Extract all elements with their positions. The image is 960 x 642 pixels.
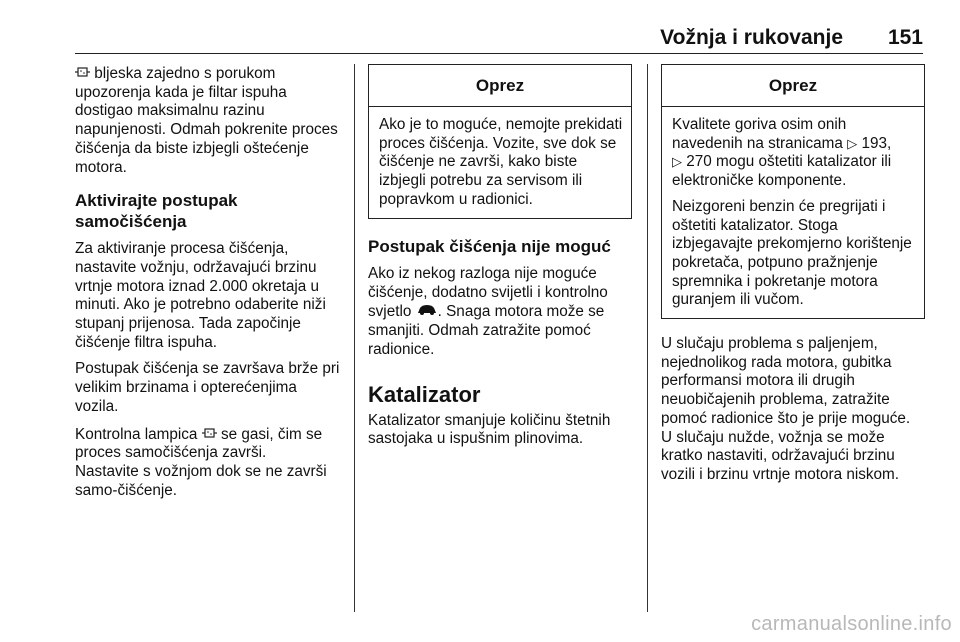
engine-warning-icon — [416, 302, 438, 321]
caution-text: Neizgoreni benzin će pregrijati i oštetiti katalizator. Stoga izbjegavajte prekomjerno korištenje pokretača, potpuno pražnjenje spremnika i pokretanje motora guranjem ili vučom. — [672, 197, 912, 309]
chapter-title: Vožnja i rukovanje — [660, 26, 843, 49]
paragraph: Za aktiviranje procesa čišćenja, nastavite vožnju, održavajući brzinu vrtnje motora iznad 2.000 okretaja u minuti. Ako je potrebno odaberite niži stupanj prijenosa. Tada započinje čišćenje filtra ispuha. — [75, 240, 326, 351]
column-divider-2 — [647, 64, 648, 612]
paragraph: Nastavite s vožnjom dok se ne završi samo-čišćenje. — [75, 462, 327, 499]
paragraph: U slučaju problema s paljenjem, nejednolikog rada motora, gubitka performansi motora ili drugih neuobičajenih problema, zatražite pomoć radionice što je prije moguće. U slučaju nužde, vožnja se može kratko nastaviti, održavajući brzinu vozili i brzinu vrtnje motora niskom. — [661, 335, 911, 483]
section-heading-cleaning-not-possible: Postupak čišćenja nije moguć — [368, 236, 611, 256]
section-title-catalyst: Katalizator — [368, 381, 481, 407]
page-header — [75, 20, 923, 54]
paragraph: Katalizator smanjuje količinu štetnih sastojaka u ispušnim plinovima. — [368, 411, 611, 448]
column-1 — [75, 64, 343, 508]
filter-warning-icon — [75, 64, 90, 83]
page-number: 151 — [887, 26, 923, 49]
column-2 — [368, 64, 632, 457]
watermark: carmanualsonline.info — [751, 613, 952, 635]
caution-box — [368, 64, 632, 219]
column-divider-1 — [354, 64, 355, 612]
paragraph: Kontrolna lampica se gasi, čim se proces samočišćenja završi. — [75, 425, 323, 462]
section-heading-self-cleaning: Aktivirajte postupak samočišćenja — [75, 191, 238, 231]
page-ref[interactable]: 193, — [861, 134, 892, 152]
column-3 — [661, 64, 925, 493]
paragraph: Postupak čišćenja se završava brže pri velikim brzinama i opterećenjima vozila. — [75, 360, 340, 415]
page-ref-arrow-icon: ▷ — [847, 135, 858, 151]
caution-title: Oprez — [662, 65, 924, 107]
header-rule — [75, 53, 923, 55]
intro-paragraph: bljeska zajedno s porukom upozorenja kada je filtar ispuha dostigao maksimalnu razinu napunjenosti. Odmah pokrenite proces čišćenja da biste izbjegli oštećenje motora. — [75, 65, 338, 176]
caution-text: Ako je to moguće, nemojte prekidati proces čišćenja. Vozite, sve dok se čišćenje ne završi, kako biste izbjegli potrebu za servisom ili popravkom u radionici. — [379, 116, 623, 208]
caution-box — [661, 64, 925, 319]
caution-text: Kvalitete goriva osim onih navedenih na stranicama ▷ 193, ▷ 270 mogu oštetiti katalizator ili elektroničke komponente. — [672, 116, 892, 190]
page-ref[interactable]: 270 — [686, 153, 712, 171]
paragraph: Ako iz nekog razloga nije moguće čišćenje, dodatno svijetli i kontrolno svjetlo . Snaga motora može se smanjiti. Odmah zatražite pomoć radionice. — [368, 265, 608, 358]
caution-title: Oprez — [369, 65, 631, 107]
filter-warning-icon — [202, 425, 217, 444]
page-ref-arrow-icon: ▷ — [672, 154, 682, 170]
